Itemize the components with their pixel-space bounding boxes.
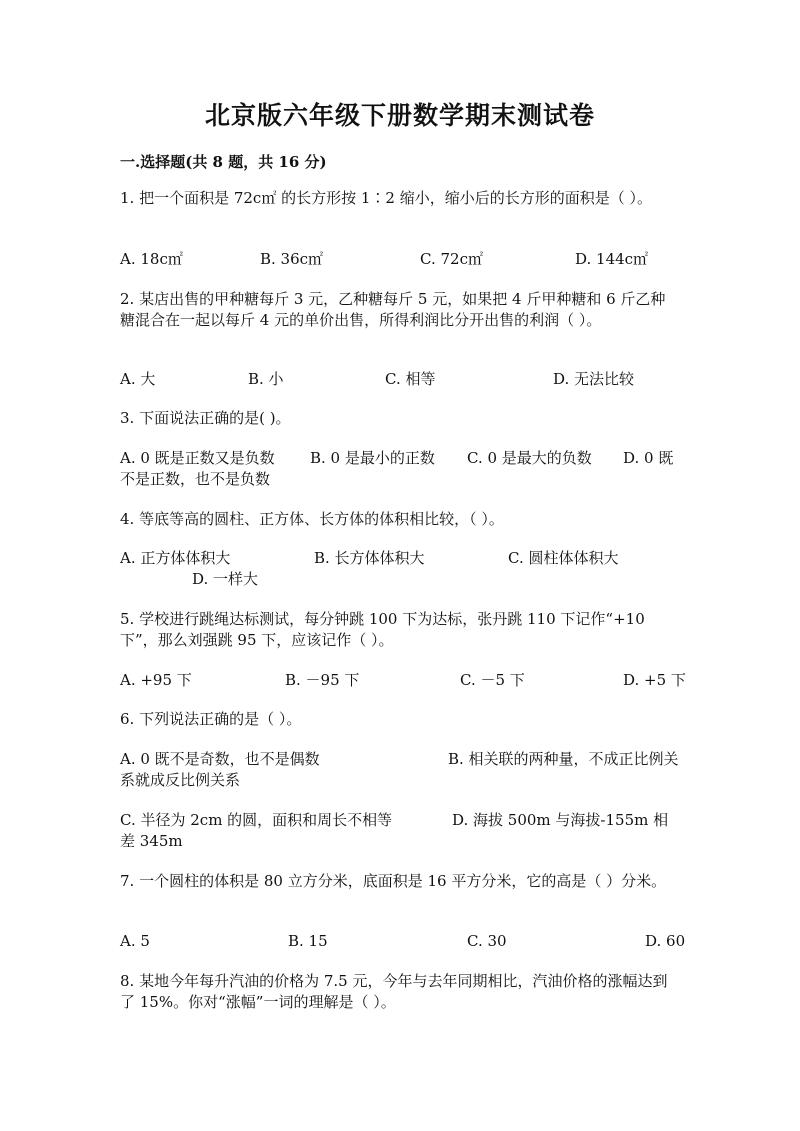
exam-title: 北京版六年级下册数学期末测试卷 <box>204 101 595 130</box>
option-5-d[interactable]: D. +5 下 <box>623 671 686 689</box>
option-6-d[interactable]: D. 海拔 500m 与海拔-155m 相差 345m <box>120 811 669 850</box>
question-2: 2. 某店出售的甲种糖每斤 3 元，乙种糖每斤 5 元，如果把 4 斤甲种糖和 6 斤乙种糖混合在一起以每斤 4 元的单价出售，所得利润比分开出售的利润（ ）。 <box>120 290 666 329</box>
option-7-a[interactable]: A. 5 <box>120 932 150 950</box>
option-2-b[interactable]: B. 小 <box>248 370 284 388</box>
question-6: 6. 下列说法正确的是（ ）。 <box>120 710 302 728</box>
option-7-b[interactable]: B. 15 <box>288 932 328 950</box>
question-7: 7. 一个圆柱的体积是 80 立方分米，底面积是 16 平方分米，它的高是（ ）分米。 <box>120 872 667 890</box>
option-1-a[interactable]: A. 18c㎡ <box>120 250 183 268</box>
question-1: 1. 把一个面积是 72c㎡ 的长方形按 1∶2 缩小，缩小后的长方形的面积是（ ）。 <box>120 189 652 207</box>
option-3-a[interactable]: A. 0 既是正数又是负数 <box>120 449 275 467</box>
option-4-b[interactable]: B. 长方体体积大 <box>314 549 425 567</box>
option-2-c[interactable]: C. 相等 <box>385 370 436 388</box>
option-1-b[interactable]: B. 36c㎡ <box>260 250 324 268</box>
option-6-c[interactable]: C. 半径为 2cm 的圆，面积和周长不相等 <box>120 811 393 829</box>
question-5: 5. 学校进行跳绳达标测试，每分钟跳 100 下为达标，张丹跳 110 下记作“+10 下”，那么刘强跳 95 下，应该记作（ ）。 <box>120 610 645 649</box>
section-heading: 一.选择题(共 8 题，共 16 分) <box>120 153 327 171</box>
option-7-c[interactable]: C. 30 <box>467 932 507 950</box>
option-7-d[interactable]: D. 60 <box>645 932 686 950</box>
option-6-b[interactable]: B. 相关联的两种量，不成正比例关系就成反比例关系 <box>120 750 679 789</box>
question-8: 8. 某地今年每升汽油的价格为 7.5 元，今年与去年同期相比，汽油价格的涨幅达到了 15%。你对“涨幅”一词的理解是（ ）。 <box>120 972 668 1011</box>
option-5-b[interactable]: B. －95 下 <box>285 671 360 689</box>
option-3-d[interactable]: D. 0 既不是正数，也不是负数 <box>120 449 674 488</box>
option-4-a[interactable]: A. 正方体体积大 <box>120 549 231 567</box>
option-5-a[interactable]: A. +95 下 <box>120 671 192 689</box>
option-4-c[interactable]: C. 圆柱体体积大 <box>508 549 619 567</box>
option-6-a[interactable]: A. 0 既不是奇数，也不是偶数 <box>120 750 320 768</box>
option-3-c[interactable]: C. 0 是最大的负数 <box>467 449 592 467</box>
option-2-a[interactable]: A. 大 <box>120 370 156 388</box>
question-3: 3. 下面说法正确的是( )。 <box>120 409 291 427</box>
option-4-d[interactable]: D. 一样大 <box>192 570 259 588</box>
question-4: 4. 等底等高的圆柱、正方体、长方体的体积相比较，（ ）。 <box>120 510 504 528</box>
option-1-c[interactable]: C. 72c㎡ <box>420 250 483 268</box>
option-3-b[interactable]: B. 0 是最小的正数 <box>310 449 435 467</box>
option-1-d[interactable]: D. 144c㎡ <box>575 250 649 268</box>
option-5-c[interactable]: C. －5 下 <box>460 671 525 689</box>
option-2-d[interactable]: D. 无法比较 <box>553 370 635 388</box>
